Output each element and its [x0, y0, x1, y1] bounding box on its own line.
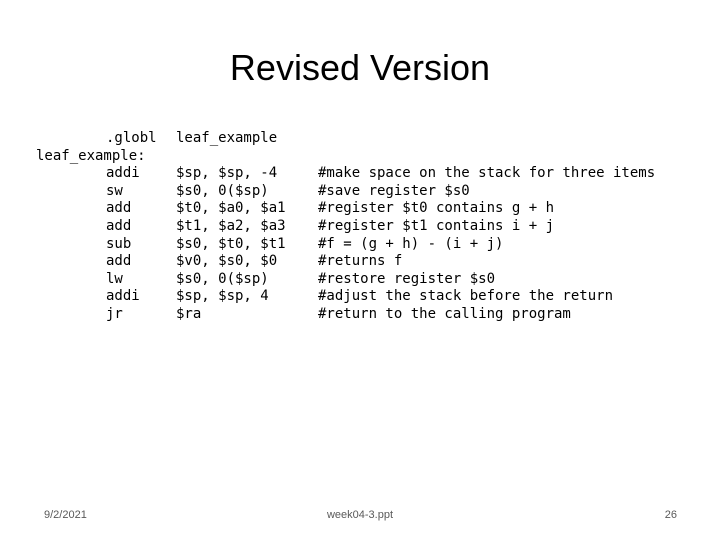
- code-line: [36, 270, 496, 289]
- code-operands: $sp, $sp, -4: [176, 165, 278, 182]
- slide-title: Revised Version: [229, 47, 491, 88]
- code-line: [36, 130, 278, 148]
- code-operands: $s0, 0($sp): [176, 270, 269, 287]
- code-line: [36, 182, 470, 201]
- code-comment: #restore register $s0: [318, 270, 496, 287]
- code-instruction: add: [106, 200, 132, 217]
- code-instruction: sw: [106, 182, 123, 199]
- code-line: [36, 200, 555, 218]
- code-instruction: sub: [106, 235, 132, 252]
- code-comment: #register $t1 contains i + j: [318, 217, 555, 234]
- code-line: [36, 305, 571, 324]
- code-instruction: lw: [106, 270, 123, 287]
- code-instruction: .globl: [106, 130, 157, 146]
- code-comment: #return to the calling program: [318, 305, 571, 322]
- code-operands: $s0, $t0, $t1: [176, 235, 286, 252]
- code-instruction: addi: [106, 288, 140, 305]
- code-line: [36, 235, 504, 254]
- footer-filename: week04-3.ppt: [326, 509, 394, 521]
- code-comment: #returns f: [318, 253, 403, 270]
- code-line: [36, 147, 146, 166]
- code-operands: $t1, $a2, $a3: [176, 217, 286, 234]
- code-comment: #make space on the stack for three items: [318, 165, 656, 182]
- code-operands: leaf_example: [176, 130, 278, 146]
- code-instruction: add: [106, 217, 132, 234]
- code-line: [36, 288, 614, 306]
- code-operands: $t0, $a0, $a1: [176, 200, 286, 217]
- footer-date: 9/2/2021: [44, 509, 87, 521]
- code-operands: $v0, $s0, $0: [176, 253, 278, 270]
- code-comment: #save register $s0: [318, 182, 470, 199]
- code-operands: $sp, $sp, 4: [176, 288, 269, 305]
- code-comment: #adjust the stack before the return: [318, 288, 614, 305]
- assembly-code-block: [36, 130, 656, 324]
- code-operands: $ra: [176, 305, 202, 322]
- code-operands: $s0, 0($sp): [176, 182, 269, 199]
- code-instruction: addi: [106, 165, 140, 182]
- code-comment: #register $t0 contains g + h: [318, 200, 555, 217]
- code-instruction: add: [106, 253, 132, 270]
- code-line: [36, 165, 656, 183]
- code-comment: #f = (g + h) - (i + j): [318, 235, 504, 252]
- code-label: leaf_example:: [36, 147, 146, 164]
- code-line: [36, 253, 403, 271]
- code-line: [36, 217, 555, 236]
- footer-page-number: 26: [664, 509, 677, 521]
- code-instruction: jr: [106, 305, 123, 322]
